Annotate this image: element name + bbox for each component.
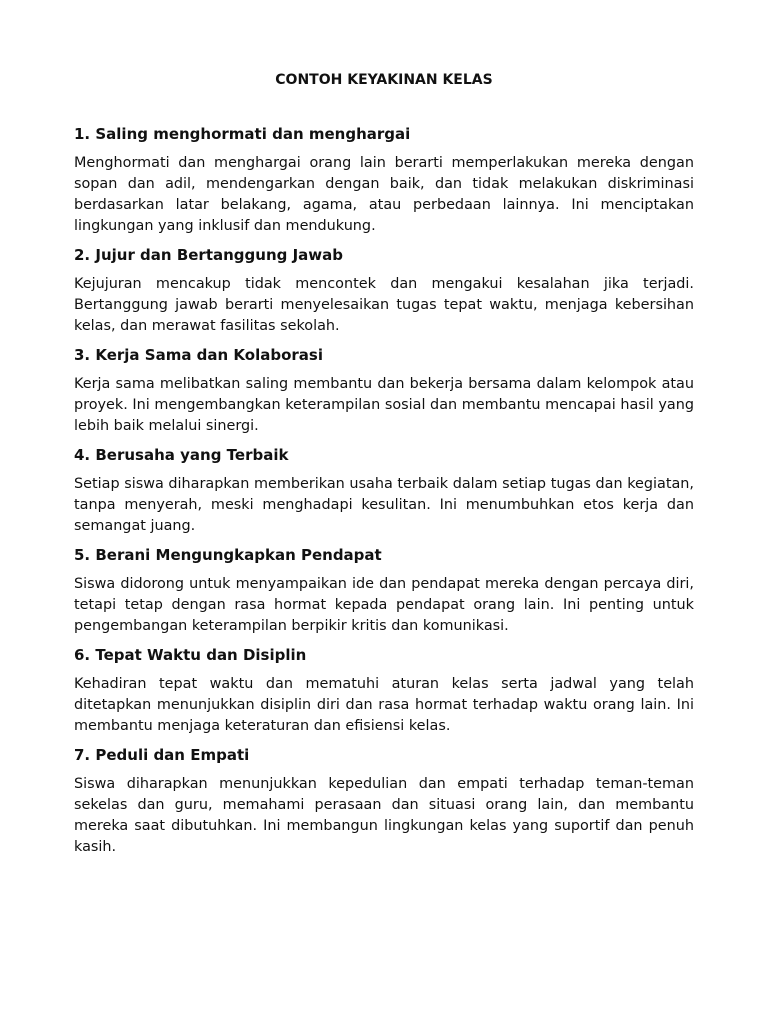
section-1 (74, 124, 694, 237)
section-heading: 1. Saling menghormati dan menghargai (74, 125, 411, 143)
section-heading: 7. Peduli dan Empati (74, 746, 250, 764)
section-body: Siswa diharapkan menunjukkan kepedulian dan empati terhadap teman-teman sekelas dan guru, memahami perasaan dan situasi orang lain, dan membantu mereka saat dibutuhkan. Ini membangun lingkungan kelas yang suportif dan penuh kasih. (74, 776, 694, 855)
section-body: Siswa didorong untuk menyampaikan ide dan pendapat mereka dengan percaya diri, tetapi tetap dengan rasa hormat kepada pendapat orang lain. Ini penting untuk pengembangan keterampilan berpikir kritis dan komunikasi. (74, 576, 694, 634)
section-heading: 2. Jujur dan Bertanggung Jawab (74, 246, 344, 264)
document-page (74, 70, 694, 866)
section-body: Setiap siswa diharapkan memberikan usaha terbaik dalam setiap tugas dan kegiatan, tanpa menyerah, meski menghadapi kesulitan. Ini menumbuhkan etos kerja dan semangat juang. (74, 476, 694, 534)
section-5 (74, 545, 694, 637)
section-7 (74, 745, 694, 858)
section-heading: 4. Berusaha yang Terbaik (74, 446, 289, 464)
section-4 (74, 445, 694, 537)
section-heading: 3. Kerja Sama dan Kolaborasi (74, 346, 323, 364)
section-3 (74, 345, 694, 437)
section-2 (74, 245, 694, 337)
section-body: Menghormati dan menghargai orang lain berarti memperlakukan mereka dengan sopan dan adil, mendengarkan dengan baik, dan tidak melakukan diskriminasi berdasarkan latar belakang, agama, atau perbedaan lainnya. Ini menciptakan lingkungan yang inklusif dan mendukung. (74, 155, 694, 234)
section-heading: 5. Berani Mengungkapkan Pendapat (74, 546, 382, 564)
section-body: Kerja sama melibatkan saling membantu dan bekerja bersama dalam kelompok atau proyek. Ini mengembangkan keterampilan sosial dan membantu mencapai hasil yang lebih baik melalui sinergi. (74, 376, 694, 434)
section-heading: 6. Tepat Waktu dan Disiplin (74, 646, 307, 664)
section-body: Kejujuran mencakup tidak mencontek dan mengakui kesalahan jika terjadi. Bertanggung jawab berarti menyelesaikan tugas tepat waktu, menjaga kebersihan kelas, dan merawat fasilitas sekolah. (74, 276, 694, 334)
section-body: Kehadiran tepat waktu dan mematuhi aturan kelas serta jadwal yang telah ditetapkan menunjukkan disiplin diri dan rasa hormat terhadap waktu orang lain. Ini membantu menjaga keteraturan dan efisiensi kelas. (74, 676, 694, 734)
section-6 (74, 645, 694, 737)
document-title: CONTOH KEYAKINAN KELAS (275, 72, 493, 88)
